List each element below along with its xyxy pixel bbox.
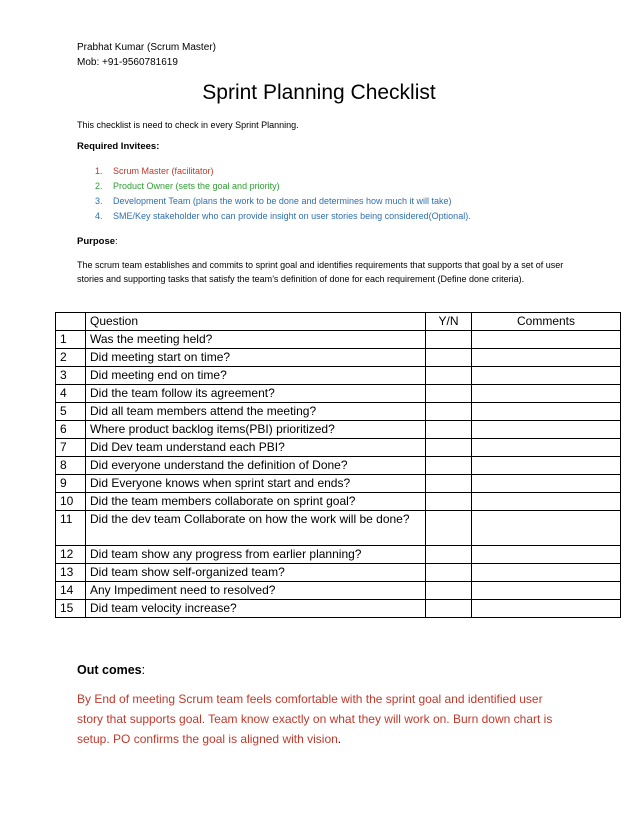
row-question: Did team show self-organized team? [86, 564, 426, 582]
invitee-text: Product Owner (sets the goal and priority) [113, 181, 280, 191]
row-number: 1 [56, 331, 86, 349]
author-mobile: Mob: +91-9560781619 [77, 57, 178, 68]
checklist-body [56, 331, 621, 618]
row-yn-cell[interactable] [426, 493, 472, 511]
purpose-label: Purpose [77, 236, 116, 247]
row-yn-cell[interactable] [426, 385, 472, 403]
row-number: 14 [56, 582, 86, 600]
purpose-heading: Purpose: [77, 236, 118, 247]
row-number: 9 [56, 475, 86, 493]
row-question: Did team velocity increase? [86, 600, 426, 618]
invitee-item [95, 179, 471, 194]
row-comments-cell[interactable] [472, 385, 621, 403]
row-question: Did team show any progress from earlier planning? [86, 546, 426, 564]
row-question: Did all team members attend the meeting? [86, 403, 426, 421]
table-row [56, 385, 621, 403]
row-comments-cell[interactable] [472, 493, 621, 511]
row-number: 8 [56, 457, 86, 475]
table-row [56, 403, 621, 421]
table-row [56, 600, 621, 618]
row-yn-cell[interactable] [426, 331, 472, 349]
row-number: 6 [56, 421, 86, 439]
row-yn-cell[interactable] [426, 564, 472, 582]
row-question: Was the meeting held? [86, 331, 426, 349]
row-question: Did the team members collaborate on sprint goal? [86, 493, 426, 511]
row-number: 5 [56, 403, 86, 421]
row-yn-cell[interactable] [426, 457, 472, 475]
row-number: 7 [56, 439, 86, 457]
row-question: Did Everyone knows when sprint start and ends? [86, 475, 426, 493]
table-row [56, 493, 621, 511]
outcomes-body: By End of meeting Scrum team feels comfortable with the sprint goal and identified user story that supports goal. Team know exactly on what they will work on. Burn down chart is setup. PO confirms the goal is aligned with vision [77, 692, 553, 746]
row-question: Did everyone understand the definition of Done? [86, 457, 426, 475]
row-question: Did the dev team Collaborate on how the work will be done? [86, 511, 426, 546]
table-header-row [56, 313, 621, 331]
row-comments-cell[interactable] [472, 403, 621, 421]
row-comments-cell[interactable] [472, 475, 621, 493]
invitees-list [95, 164, 471, 224]
author-name: Prabhat Kumar (Scrum Master) [77, 42, 216, 53]
header-num [56, 313, 86, 331]
invitee-number: 3. [95, 196, 103, 206]
row-number: 13 [56, 564, 86, 582]
row-yn-cell[interactable] [426, 367, 472, 385]
table-row [56, 564, 621, 582]
row-yn-cell[interactable] [426, 439, 472, 457]
row-comments-cell[interactable] [472, 457, 621, 475]
row-yn-cell[interactable] [426, 600, 472, 618]
header-question: Question [86, 313, 426, 331]
row-comments-cell[interactable] [472, 331, 621, 349]
row-question: Did meeting end on time? [86, 367, 426, 385]
table-row [56, 457, 621, 475]
table-row [56, 349, 621, 367]
intro-text: This checklist is need to check in every Sprint Planning. [77, 120, 299, 130]
row-yn-cell[interactable] [426, 511, 472, 546]
row-number: 2 [56, 349, 86, 367]
row-comments-cell[interactable] [472, 582, 621, 600]
invitee-item [95, 209, 471, 224]
row-yn-cell[interactable] [426, 421, 472, 439]
header-yn: Y/N [426, 313, 472, 331]
invitee-text: Development Team (plans the work to be done and determines how much it will take) [113, 196, 452, 206]
table-row [56, 439, 621, 457]
invitee-number: 2. [95, 181, 103, 191]
invitee-item [95, 194, 471, 209]
row-number: 11 [56, 511, 86, 546]
outcomes-label: Out comes [77, 663, 142, 677]
row-comments-cell[interactable] [472, 439, 621, 457]
row-question: Where product backlog items(PBI) prioritized? [86, 421, 426, 439]
invitee-text: SME/Key stakeholder who can provide insight on user stories being considered(Optional). [113, 211, 471, 221]
row-comments-cell[interactable] [472, 564, 621, 582]
row-comments-cell[interactable] [472, 546, 621, 564]
page-title: Sprint Planning Checklist [202, 81, 436, 104]
author-block [77, 40, 216, 70]
row-yn-cell[interactable] [426, 475, 472, 493]
invitee-number: 4. [95, 211, 103, 221]
outcomes-period: . [337, 732, 342, 746]
row-yn-cell[interactable] [426, 403, 472, 421]
invitees-heading: Required Invitees: [77, 141, 160, 152]
row-yn-cell[interactable] [426, 349, 472, 367]
row-question: Did meeting start on time? [86, 349, 426, 367]
row-number: 3 [56, 367, 86, 385]
invitee-text: Scrum Master (facilitator) [113, 166, 214, 176]
row-comments-cell[interactable] [472, 421, 621, 439]
table-row [56, 475, 621, 493]
row-comments-cell[interactable] [472, 349, 621, 367]
table-row [56, 421, 621, 439]
row-comments-cell[interactable] [472, 367, 621, 385]
table-row [56, 546, 621, 564]
row-comments-cell[interactable] [472, 511, 621, 546]
header-comments: Comments [472, 313, 621, 331]
row-number: 10 [56, 493, 86, 511]
table-row [56, 511, 621, 546]
invitee-number: 1. [95, 166, 103, 176]
table-row [56, 367, 621, 385]
outcomes-text [77, 689, 567, 749]
invitee-item [95, 164, 471, 179]
table-row [56, 331, 621, 349]
row-number: 4 [56, 385, 86, 403]
row-number: 15 [56, 600, 86, 618]
purpose-text: The scrum team establishes and commits to sprint goal and identifies requirements that supports that goal by a set of user stories and supporting tasks that satisfy the team’s definition of done for each requirement (Define done criteria). [77, 260, 564, 284]
row-question: Any Impediment need to resolved? [86, 582, 426, 600]
table-row [56, 582, 621, 600]
row-yn-cell[interactable] [426, 546, 472, 564]
row-question: Did the team follow its agreement? [86, 385, 426, 403]
row-question: Did Dev team understand each PBI? [86, 439, 426, 457]
row-yn-cell[interactable] [426, 582, 472, 600]
row-comments-cell[interactable] [472, 600, 621, 618]
checklist-table [55, 312, 621, 618]
row-number: 12 [56, 546, 86, 564]
outcomes-heading: Out comes: [77, 663, 146, 677]
